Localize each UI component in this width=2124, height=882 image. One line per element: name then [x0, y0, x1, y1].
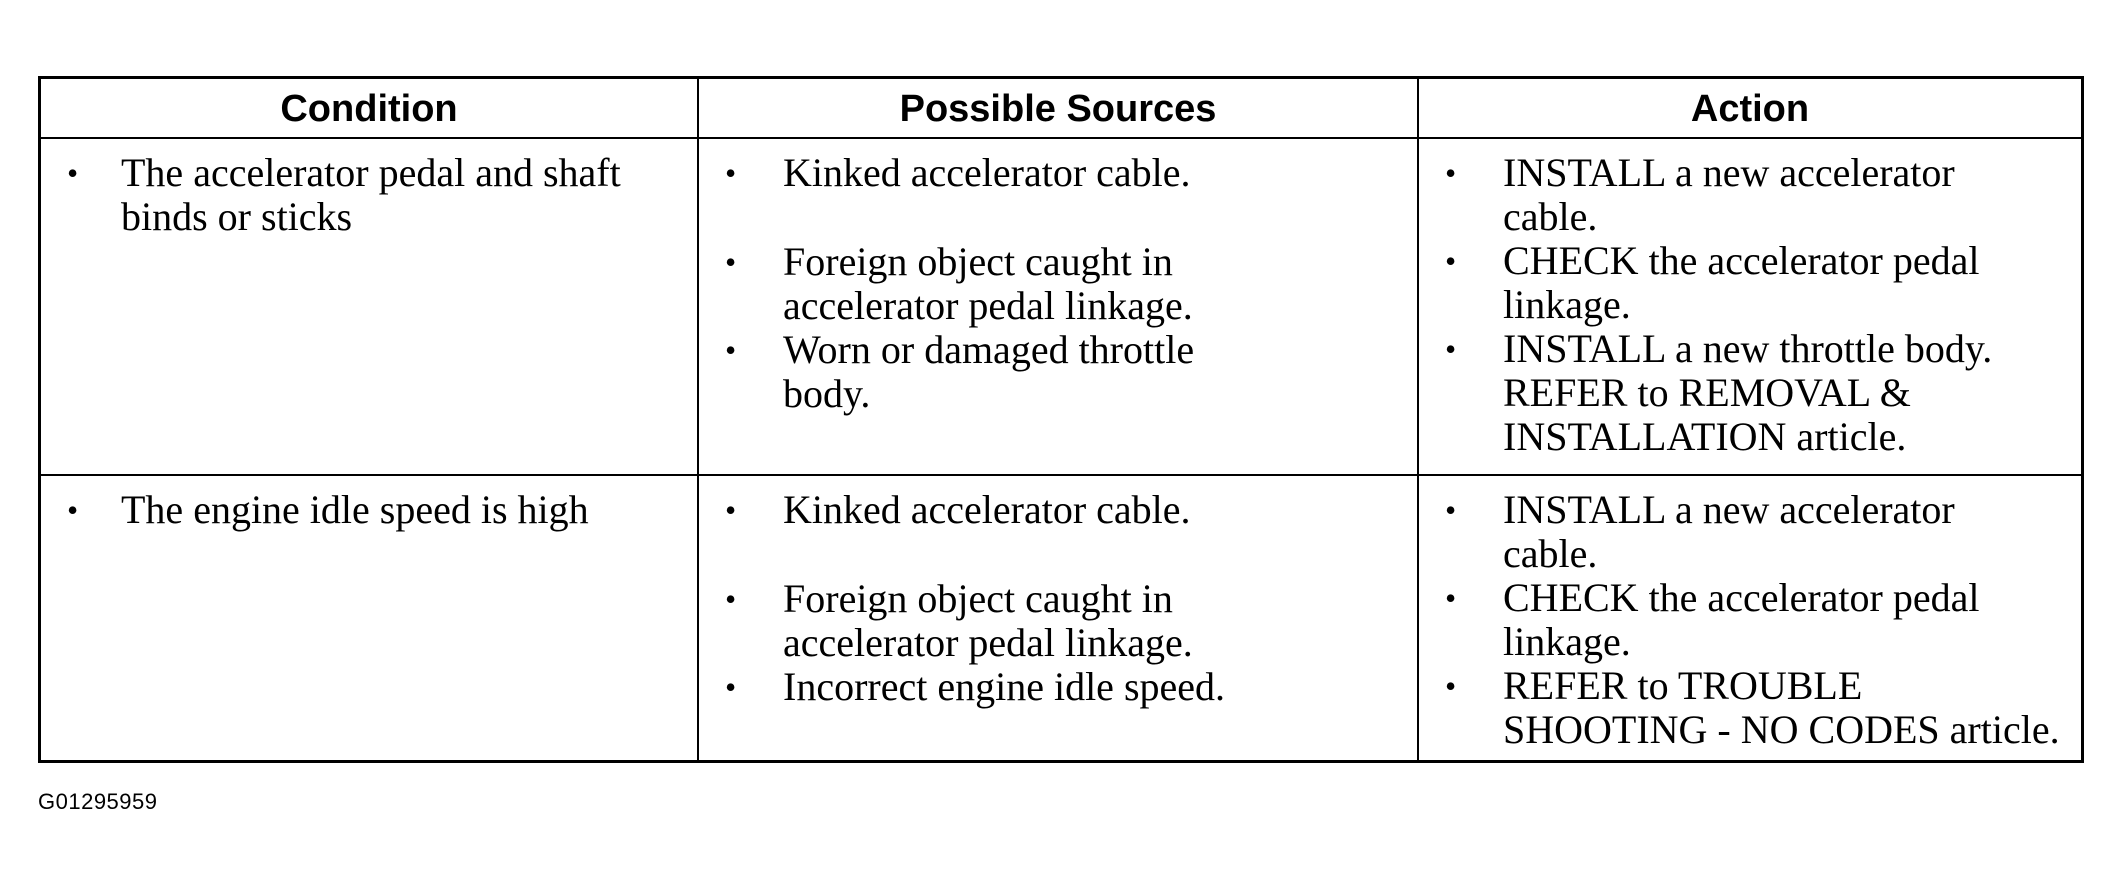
- bullet-icon: •: [725, 332, 737, 368]
- action-text: REFER to TROUBLE SHOOTING - NO CODES article.: [1503, 663, 2060, 752]
- bullet-icon: •: [1445, 331, 1457, 367]
- list-item: [1435, 664, 2071, 752]
- column-header-action: Action: [1419, 79, 2081, 139]
- list-item: [715, 577, 1407, 665]
- bullet-icon: •: [67, 492, 79, 528]
- action-text: INSTALL a new accelerator cable.: [1503, 487, 1955, 576]
- list-item: [1435, 576, 2071, 664]
- list-item: [1435, 488, 2071, 576]
- action-text: CHECK the accelerator pedal linkage.: [1503, 575, 1980, 664]
- source-text: Incorrect engine idle speed.: [783, 664, 1226, 709]
- bullet-icon: •: [1445, 243, 1457, 279]
- row-1-condition-cell: [41, 139, 699, 476]
- bullet-icon: •: [725, 492, 737, 528]
- row-2-action-cell: [1419, 476, 2081, 760]
- bullet-icon: •: [1445, 492, 1457, 528]
- list-item: [715, 328, 1407, 416]
- bullet-icon: •: [725, 244, 737, 280]
- condition-text: The accelerator pedal and shaft binds or sticks: [121, 150, 621, 239]
- list-item: [1435, 151, 2071, 239]
- column-header-possible-sources: Possible Sources: [699, 79, 1419, 139]
- list-item: [715, 665, 1407, 709]
- source-text: Worn or damaged throttle body.: [783, 327, 1195, 416]
- source-text: Kinked accelerator cable.: [783, 150, 1191, 195]
- bullet-icon: •: [725, 669, 737, 705]
- row-2-sources-cell: [699, 476, 1419, 760]
- row-1-action-cell: [1419, 139, 2081, 476]
- action-text: CHECK the accelerator pedal linkage.: [1503, 238, 1980, 327]
- action-text: INSTALL a new accelerator cable.: [1503, 150, 1955, 239]
- source-text: Kinked accelerator cable.: [783, 487, 1191, 532]
- list-item: [57, 151, 687, 239]
- bullet-icon: •: [1445, 668, 1457, 704]
- figure-id-label: G01295959: [38, 789, 158, 814]
- bullet-icon: •: [725, 581, 737, 617]
- list-item: [57, 488, 687, 532]
- row-2-condition-cell: [41, 476, 699, 760]
- condition-text: The engine idle speed is high: [121, 487, 589, 532]
- list-item: [1435, 239, 2071, 327]
- source-text: Foreign object caught in accelerator pedal linkage.: [783, 239, 1193, 328]
- bullet-icon: •: [67, 155, 79, 191]
- list-item: [1435, 327, 2071, 459]
- list-item: [715, 240, 1407, 328]
- action-text: INSTALL a new throttle body. REFER to REMOVAL & INSTALLATION article.: [1503, 326, 1993, 459]
- bullet-icon: •: [1445, 155, 1457, 191]
- source-text: Foreign object caught in accelerator pedal linkage.: [783, 576, 1193, 665]
- bullet-icon: •: [1445, 580, 1457, 616]
- column-header-condition: Condition: [41, 79, 699, 139]
- bullet-icon: •: [725, 155, 737, 191]
- row-1-sources-cell: [699, 139, 1419, 476]
- list-item: [715, 488, 1407, 532]
- diagnosis-table: [38, 76, 2084, 763]
- list-item: [715, 151, 1407, 195]
